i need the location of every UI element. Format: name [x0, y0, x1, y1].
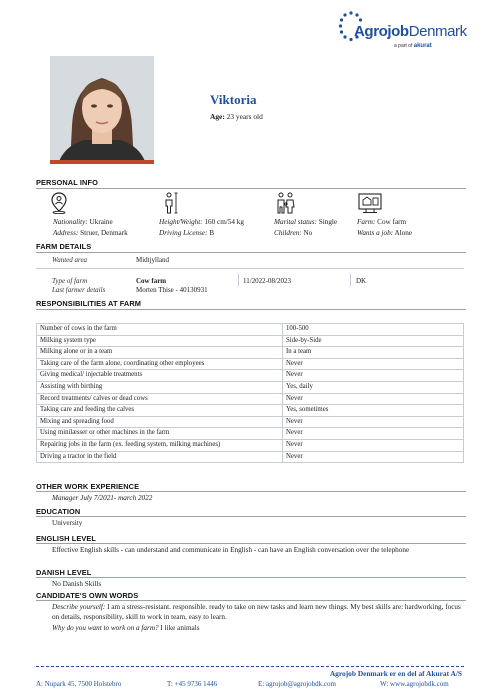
section-title-own-words: CANDIDATE'S OWN WORDS	[36, 591, 139, 600]
responsibility-question: Number of cows in the farm	[37, 324, 283, 336]
section-divider	[36, 252, 466, 253]
farm-computer-icon	[358, 192, 382, 214]
section-divider	[36, 188, 466, 189]
responsibility-answer: Side-by-Side	[283, 335, 464, 347]
responsibility-answer: Never	[283, 416, 464, 428]
footer-phone[interactable]: T: +45 9736 1446	[167, 680, 218, 688]
logo-tagline: a part of akurat	[394, 43, 432, 49]
responsibility-question: Taking care and feeding the calves	[37, 405, 283, 417]
education-text: University	[52, 519, 83, 527]
farm-country: DK	[356, 277, 367, 285]
section-title-english-level: ENGLISH LEVEL	[36, 534, 97, 543]
footer-company: Agrojob Denmark er en del af Akurat A/S	[329, 669, 462, 678]
footer-website[interactable]: W: www.agrojobdk.com	[380, 680, 449, 688]
table-row	[37, 381, 464, 393]
personal-info-col-2: Height/Weight: 160 cm/54 kg Driving License: B	[159, 218, 244, 237]
footer-divider	[36, 666, 464, 667]
responsibility-answer: Never	[283, 393, 464, 405]
other-work-text: Manager July 7/2021- march 2022	[52, 494, 153, 502]
farm-type-value: Cow farm	[136, 277, 167, 285]
footer-email[interactable]: E: agrojob@agrojobdk.com	[258, 680, 336, 688]
table-row	[37, 451, 464, 463]
english-level-text: Effective English skills - can understand and communicate in English - can have an English conversation over the telephone	[52, 546, 410, 554]
section-title-responsibilities: RESPONSIBILITIES AT FARM	[36, 299, 142, 308]
section-title-danish-level: DANISH LEVEL	[36, 568, 92, 577]
responsibility-question: Repairing jobs in the farm (ex. feeding system, milking machines)	[37, 439, 283, 451]
column-separator	[350, 274, 351, 286]
section-divider	[36, 516, 466, 517]
logo-brand: AgrojobDenmark	[354, 23, 467, 40]
section-divider	[36, 577, 466, 578]
section-divider	[36, 491, 466, 492]
responsibility-question: Milking system type	[37, 335, 283, 347]
responsibility-answer: Yes, sometimes	[283, 405, 464, 417]
section-divider	[36, 309, 466, 310]
row-divider	[36, 268, 464, 269]
responsibility-answer: Never	[283, 370, 464, 382]
responsibility-answer: In a team	[283, 347, 464, 359]
responsibility-answer: 100-500	[283, 324, 464, 336]
farm-type-label: Type of farm	[52, 277, 88, 285]
table-row	[37, 347, 464, 359]
responsibility-question: Assisting with birthing	[37, 381, 283, 393]
section-title-education: EDUCATION	[36, 507, 81, 516]
table-row	[37, 393, 464, 405]
table-row	[37, 405, 464, 417]
table-row	[37, 428, 464, 440]
responsibility-question: Driving a tractor in the field	[37, 451, 283, 463]
wanted-area-label: Wanted area	[52, 256, 88, 264]
personal-info-col-3: Marital status: Single Children: No	[274, 218, 338, 237]
candidate-photo	[50, 56, 154, 164]
last-farmer-label: Last farmer details	[52, 286, 106, 294]
responsibility-answer: Yes, daily	[283, 381, 464, 393]
wanted-area-value: Midtjylland	[136, 256, 170, 264]
section-divider	[36, 600, 466, 601]
candidate-name: Viktoria	[210, 92, 257, 107]
table-row	[37, 439, 464, 451]
height-weight-person-icon	[162, 192, 180, 214]
section-title-personal-info: PERSONAL INFO	[36, 178, 98, 187]
table-row	[37, 324, 464, 336]
responsibility-question: Mixing and spreading food	[37, 416, 283, 428]
responsibility-question: Milking alone or in a team	[37, 347, 283, 359]
own-words-text: Describe yourself: I am a stress-resistant. responsible. ready to take on new tasks and learn new things. My best skills are: hardworking, focus on details, responsibility, skill to work in team, easy to learn. Why do you want to work on a farm? I like animals	[52, 603, 461, 632]
last-farmer-value: Morten Thise - 40130931	[136, 286, 208, 294]
section-title-farm-details: FARM DETAILS	[36, 242, 92, 251]
personal-info-col-4: Farm: Cow farm Wants a job: Alone	[357, 218, 413, 237]
responsibility-question: Taking care of the farm alone, coordinating other employees	[37, 358, 283, 370]
responsibility-question: Using minilæsser or other machines in the farm	[37, 428, 283, 440]
section-divider	[36, 543, 466, 544]
table-row	[37, 416, 464, 428]
responsibility-question: Giving medical/ injectable treatments	[37, 370, 283, 382]
table-row	[37, 370, 464, 382]
responsibility-question: Record treatments/ calves or dead cows	[37, 393, 283, 405]
responsibility-answer: Never	[283, 358, 464, 370]
responsibility-answer: Never	[283, 439, 464, 451]
personal-info-col-1: Nationality: Ukraine Address: Struer, Denmark	[53, 218, 128, 237]
section-title-other-work: OTHER WORK EXPERIENCE	[36, 482, 140, 491]
responsibility-answer: Never	[283, 428, 464, 440]
danish-level-text: No Danish Skills	[52, 580, 102, 588]
map-pin-person-icon	[50, 192, 68, 214]
family-icon	[276, 192, 296, 214]
farm-period: 11/2022-08/2023	[243, 277, 291, 285]
column-separator	[238, 274, 239, 286]
agrojob-logo	[338, 10, 488, 52]
responsibility-answer: Never	[283, 451, 464, 463]
table-row	[37, 358, 464, 370]
footer-address: A: Nupark 45, 7500 Holstebro	[36, 680, 122, 688]
table-row	[37, 335, 464, 347]
responsibilities-table	[36, 323, 464, 463]
candidate-age: Age: 23 years old	[210, 112, 263, 121]
